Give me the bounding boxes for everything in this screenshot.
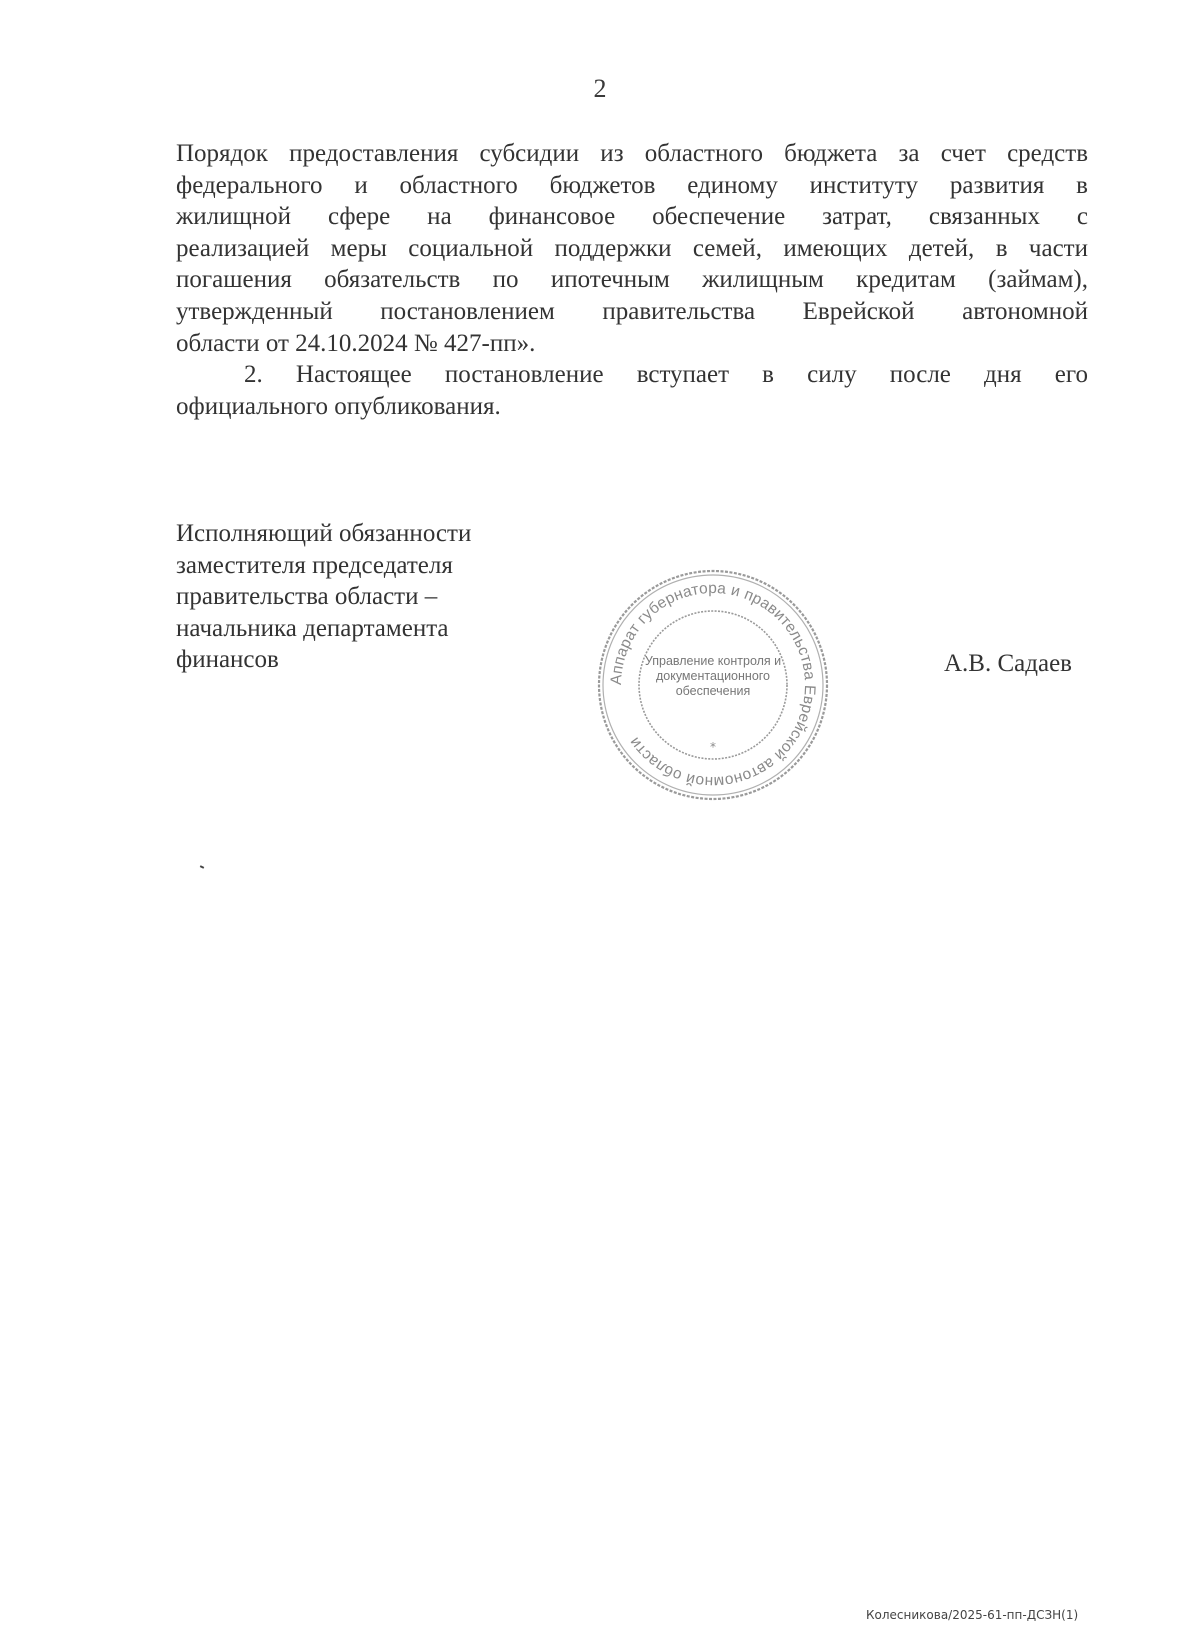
seal-center-line: обеспечения bbox=[675, 684, 751, 698]
body-line: погашения обязательств по ипотечным жилищным кредитам (займам), bbox=[176, 266, 1088, 294]
signatory-position-line: Исполняющий обязанности bbox=[176, 520, 472, 547]
body-line: Порядок предоставления субсидии из областного бюджета за счет средств bbox=[176, 140, 1088, 167]
signatory-position bbox=[176, 518, 536, 676]
seal-ring-text: Аппарат губернатора и правительства Еврейской автономной области bbox=[607, 579, 819, 791]
seal-center-line: Управление контроля и bbox=[644, 654, 782, 668]
signatory-name: А.В. Садаев bbox=[944, 650, 1072, 677]
stray-mark bbox=[200, 865, 204, 869]
signatory-position-line: начальника департамента bbox=[176, 614, 449, 642]
document-code: Колесникова/2025-61-пп-ДСЗН(1) bbox=[866, 1608, 1079, 1622]
body-line: федерального и областного бюджетов единому институту развития в bbox=[176, 171, 1088, 199]
resolution-body bbox=[176, 138, 1088, 422]
paragraph-2-line: официального опубликования. bbox=[176, 392, 501, 420]
paragraph-2-line: 2. Настоящее постановление вступает в силу после дня его bbox=[244, 361, 1088, 389]
seal-center-line: документационного bbox=[655, 669, 771, 683]
seal-star: * bbox=[710, 740, 716, 754]
signatory-position-line: финансов bbox=[176, 646, 279, 674]
signatory-position-line: правительства области – bbox=[176, 583, 438, 611]
body-line: области от 24.10.2024 № 427-пп». bbox=[176, 329, 536, 357]
seal-center-text bbox=[628, 654, 798, 699]
page-number: 2 bbox=[593, 74, 607, 103]
signatory-position-line: заместителя председателя bbox=[176, 551, 453, 579]
body-line: жилищной сфере на финансовое обеспечение затрат, связанных с bbox=[176, 203, 1088, 231]
body-line: реализацией меры социальной поддержки семей, имеющих детей, в части bbox=[176, 234, 1088, 262]
body-line: утвержденный постановлением правительства Еврейской автономной bbox=[176, 297, 1088, 325]
